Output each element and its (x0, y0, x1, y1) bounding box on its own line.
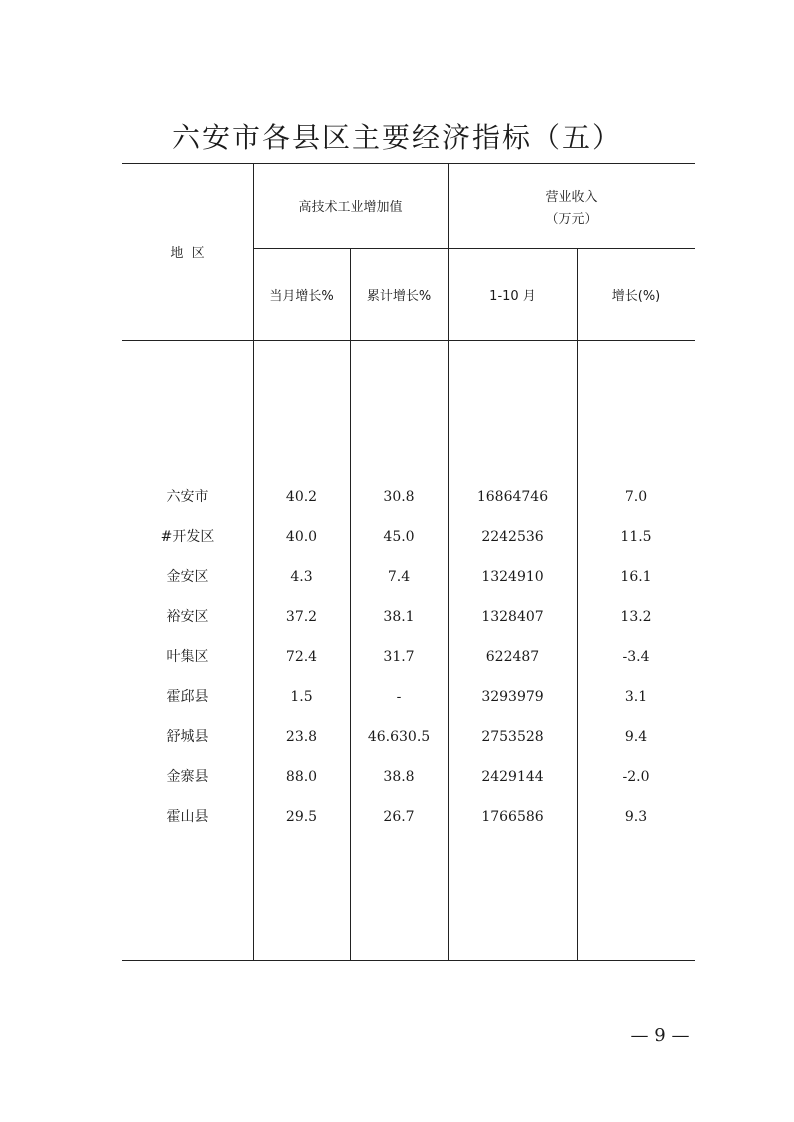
revenue-growth-cell: 16.1 (620, 569, 652, 585)
monthly-growth-cell: 4.3 (290, 569, 313, 585)
column-divider-group (448, 163, 449, 960)
page-number: — 9 — (630, 1025, 690, 1046)
monthly-growth-cell: 72.4 (285, 649, 318, 665)
header-region: 地 区 (170, 246, 205, 261)
revenue-cell: 3293979 (481, 689, 544, 705)
region-cell: 金寨县 (166, 769, 209, 785)
revenue-growth-cell: 3.1 (624, 689, 648, 705)
region-cell: 金安区 (166, 569, 209, 585)
region-cell: #开发区 (160, 529, 215, 545)
region-cell: 六安市 (166, 489, 209, 505)
monthly-growth-cell: 1.5 (290, 689, 313, 705)
monthly-growth-cell: 88.0 (285, 769, 318, 785)
header-monthly-growth: 当月增长% (269, 289, 334, 304)
monthly-growth-cell: 37.2 (285, 609, 318, 625)
cumulative-growth-cell: 46.630.5 (367, 729, 431, 745)
column-divider-monthly (350, 248, 351, 960)
header-revenue-line1: 营业收入 (545, 190, 598, 205)
monthly-growth-cell: 23.8 (285, 729, 318, 745)
header-group-divider (253, 248, 695, 249)
revenue-cell: 1328407 (481, 609, 544, 625)
cumulative-growth-cell: 38.1 (383, 609, 415, 625)
revenue-cell: 622487 (485, 649, 540, 665)
revenue-cell: 1324910 (481, 569, 544, 585)
cumulative-growth-cell: - (396, 689, 402, 705)
revenue-cell: 2429144 (481, 769, 544, 785)
region-cell: 霍邱县 (166, 689, 209, 705)
revenue-cell: 2753528 (481, 729, 544, 745)
revenue-cell: 1766586 (481, 809, 544, 825)
header-jan-oct: 1-10 月 (489, 289, 536, 304)
monthly-growth-cell: 29.5 (285, 809, 318, 825)
cumulative-growth-cell: 38.8 (383, 769, 415, 785)
page-title: 六安市各县区主要经济指标（五） (171, 121, 622, 154)
cumulative-growth-cell: 30.8 (383, 489, 415, 505)
region-cell: 叶集区 (166, 649, 209, 665)
region-cell: 舒城县 (166, 729, 209, 745)
header-bottom-border (122, 340, 695, 341)
revenue-growth-cell: -2.0 (622, 769, 650, 785)
region-cell: 裕安区 (166, 609, 209, 625)
revenue-growth-cell: 7.0 (624, 489, 648, 505)
revenue-cell: 2242536 (481, 529, 544, 545)
revenue-growth-cell: 9.4 (624, 729, 648, 745)
revenue-growth-cell: 13.2 (620, 609, 652, 625)
header-growth-pct: 增长(%) (611, 289, 661, 304)
table-bottom-border (122, 960, 695, 961)
header-cumulative-growth: 累计增长% (366, 289, 432, 304)
revenue-growth-cell: 9.3 (624, 809, 648, 825)
cumulative-growth-cell: 7.4 (387, 569, 411, 585)
header-high-tech-value-added: 高技术工业增加值 (298, 200, 403, 215)
table-top-border (122, 163, 695, 164)
region-cell: 霍山县 (166, 809, 209, 825)
column-divider-revenue (577, 248, 578, 960)
monthly-growth-cell: 40.0 (285, 529, 318, 545)
cumulative-growth-cell: 45.0 (383, 529, 415, 545)
revenue-growth-cell: -3.4 (622, 649, 650, 665)
monthly-growth-cell: 40.2 (285, 489, 318, 505)
header-revenue-line2: （万元） (545, 212, 598, 227)
revenue-growth-cell: 11.5 (620, 529, 652, 545)
cumulative-growth-cell: 31.7 (383, 649, 415, 665)
column-divider-region (253, 163, 254, 960)
revenue-cell: 16864746 (476, 489, 549, 505)
cumulative-growth-cell: 26.7 (383, 809, 415, 825)
